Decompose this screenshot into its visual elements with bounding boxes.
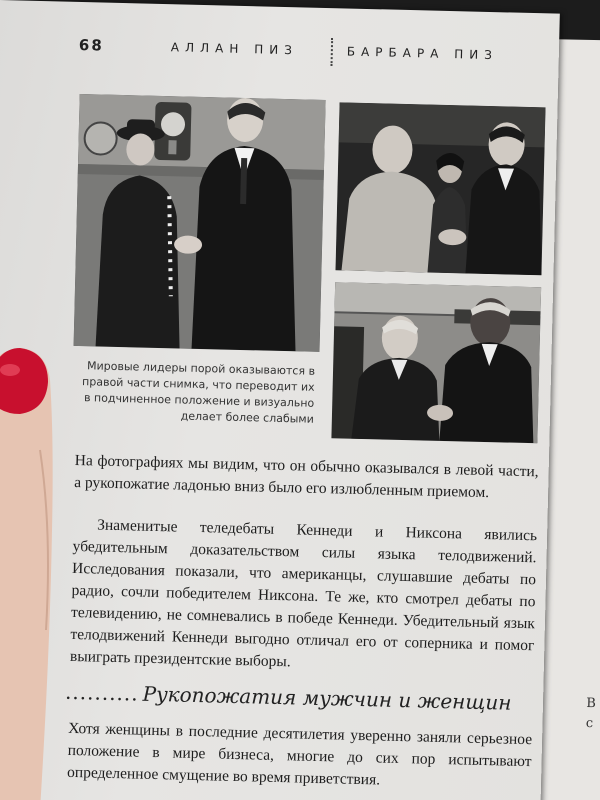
next-page-glyph: с	[585, 716, 594, 732]
hand-image	[0, 330, 80, 800]
page-number: 68	[78, 35, 105, 55]
paragraph-3: Хотя женщины в последние десятилетия уверенно заняли серьезное положение в мире бизнеса, многие до сих пор испытывают определенное смущение во время приветствия.	[66, 719, 533, 789]
author-name-left: АЛЛАН ПИЗ	[170, 40, 299, 58]
paragraph-1: На фотографиях мы видим, что он обычно оказывался в левой части, а рукопожатие ладонью вниз было его излюбленным приемом.	[74, 451, 539, 502]
photo-caption: Мировые лидеры порой оказываются в правой части снимка, что переводит их в подчиненное положение и визуально делает более слабыми	[81, 359, 316, 426]
photo-handshake-1	[74, 94, 326, 352]
photo-handshake-2	[335, 102, 545, 275]
section-title: Рукопожатия мужчин и женщин	[142, 681, 512, 715]
heading-leader-dots: ..........	[64, 679, 139, 706]
paragraph-2: Знаменитые теледебаты Кеннеди и Никсона явились убедительным доказательством силы языка телодвижений. Исследования показали, что американцы, слушавшие дебаты по радио, сочли победителем Никсона. Те же, кто смотрел дебаты по телевидению, не сомневались в победе Кеннеди. Убедительный язык телодвижений Кеннеди выгодно отличал его от соперника и помог выиграть президентские выборы.	[69, 516, 538, 671]
section-heading	[65, 680, 535, 715]
author-name-right: БАРБАРА ПИЗ	[346, 44, 499, 63]
photo-handshake-3	[331, 282, 541, 443]
header-divider	[330, 38, 333, 66]
running-header	[79, 36, 519, 71]
next-page-glyph: В	[586, 696, 596, 712]
